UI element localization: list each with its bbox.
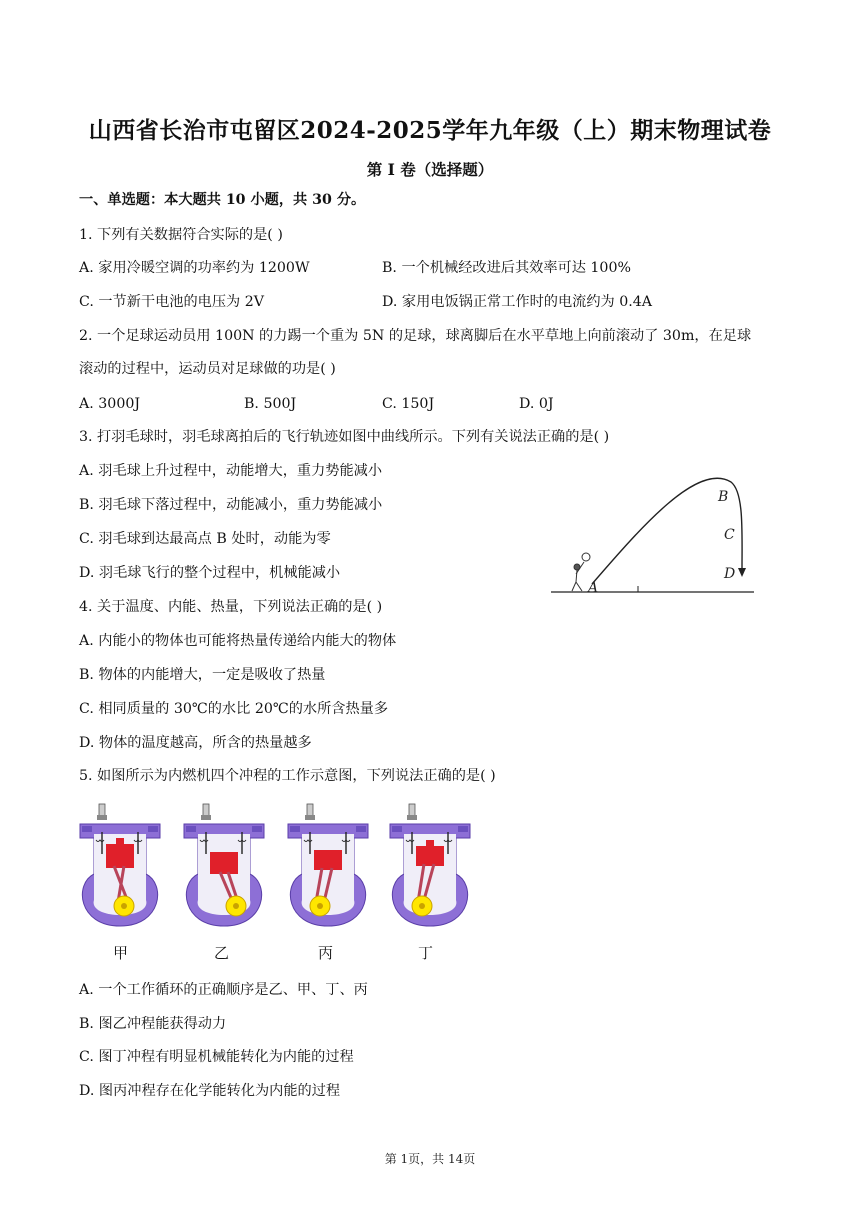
q4-stem: 4. 关于温度、内能、热量，下列说法正确的是( ) <box>79 599 383 615</box>
q2-option-b: B. 500J <box>244 396 297 412</box>
page-title: 山西省长治市屯留区2024-2025学年九年级（上）期末物理试卷 <box>88 117 772 144</box>
caption-bing: 丙 <box>318 944 334 962</box>
caption-jia: 甲 <box>113 944 129 962</box>
q1-option-c: C. 一节新干电池的电压为 2V <box>79 294 265 310</box>
q5-option-b: B. 图乙冲程能获得动力 <box>79 1016 227 1032</box>
q2-option-d: D. 0J <box>519 396 554 412</box>
engine-ding <box>390 804 470 926</box>
caption-ding: 丁 <box>418 944 434 962</box>
q4-option-a: A. 内能小的物体也可能将热量传递给内能大的物体 <box>79 633 397 649</box>
q1-option-b: B. 一个机械经改进后其效率可达 100% <box>382 260 631 276</box>
q3-option-a: A. 羽毛球上升过程中，动能增大，重力势能减小 <box>79 463 383 479</box>
page-footer: 第 1页，共 14页 <box>384 1152 476 1166</box>
q4-option-b: B. 物体的内能增大，一定是吸收了热量 <box>79 667 326 683</box>
q2-stem-line2: 滚动的过程中，运动员对足球做的功是( ) <box>79 361 336 377</box>
q2-option-c: C. 150J <box>382 396 435 412</box>
arrow-head <box>738 568 746 577</box>
caption-yi: 乙 <box>214 944 230 962</box>
q3-option-b: B. 羽毛球下落过程中，动能减小，重力势能减小 <box>79 497 383 513</box>
q2-stem-line1: 2. 一个足球运动员用 100N 的力踢一个重为 5N 的足球，球离脚后在水平草地上向前滚动了 30m，在足球 <box>79 328 752 344</box>
q5-option-c: C. 图丁冲程有明显机械能转化为内能的过程 <box>79 1049 354 1065</box>
section-subtitle: 第 I 卷（选择题） <box>366 160 494 179</box>
point-d-label: D <box>724 566 736 582</box>
q3-option-d: D. 羽毛球飞行的整个过程中，机械能减小 <box>79 565 341 581</box>
engine-jia <box>80 804 160 926</box>
q4-option-c: C. 相同质量的 30℃的水比 20℃的水所含热量多 <box>79 701 389 717</box>
point-a-label: A <box>588 580 599 596</box>
q3-stem: 3. 打羽毛球时，羽毛球离拍后的飞行轨迹如图中曲线所示。下列有关说法正确的是( ) <box>79 429 610 445</box>
point-c-label: C <box>724 527 735 543</box>
point-b-label: B <box>718 489 729 505</box>
q3-option-c: C. 羽毛球到达最高点 B 处时，动能为零 <box>79 531 331 547</box>
engine-bing <box>288 804 368 926</box>
q1-stem: 1. 下列有关数据符合实际的是( ) <box>79 227 283 243</box>
q1-option-d: D. 家用电饭锅正常工作时的电流约为 0.4A <box>382 294 653 310</box>
trajectory-figure <box>548 470 760 600</box>
q5-stem: 5. 如图所示为内燃机四个冲程的工作示意图，下列说法正确的是( ) <box>79 768 496 784</box>
section-heading: 一、单选题：本大题共 10 小题，共 30 分。 <box>79 192 366 208</box>
q2-option-a: A. 3000J <box>79 396 141 412</box>
q4-option-d: D. 物体的温度越高，所含的热量越多 <box>79 735 312 751</box>
q5-option-a: A. 一个工作循环的正确顺序是乙、甲、丁、丙 <box>79 982 368 998</box>
q5-option-d: D. 图丙冲程存在化学能转化为内能的过程 <box>79 1083 341 1099</box>
engine-strokes-figure <box>78 802 478 932</box>
q1-option-a: A. 家用冷暖空调的功率约为 1200W <box>79 260 310 276</box>
engine-yi <box>184 804 264 926</box>
